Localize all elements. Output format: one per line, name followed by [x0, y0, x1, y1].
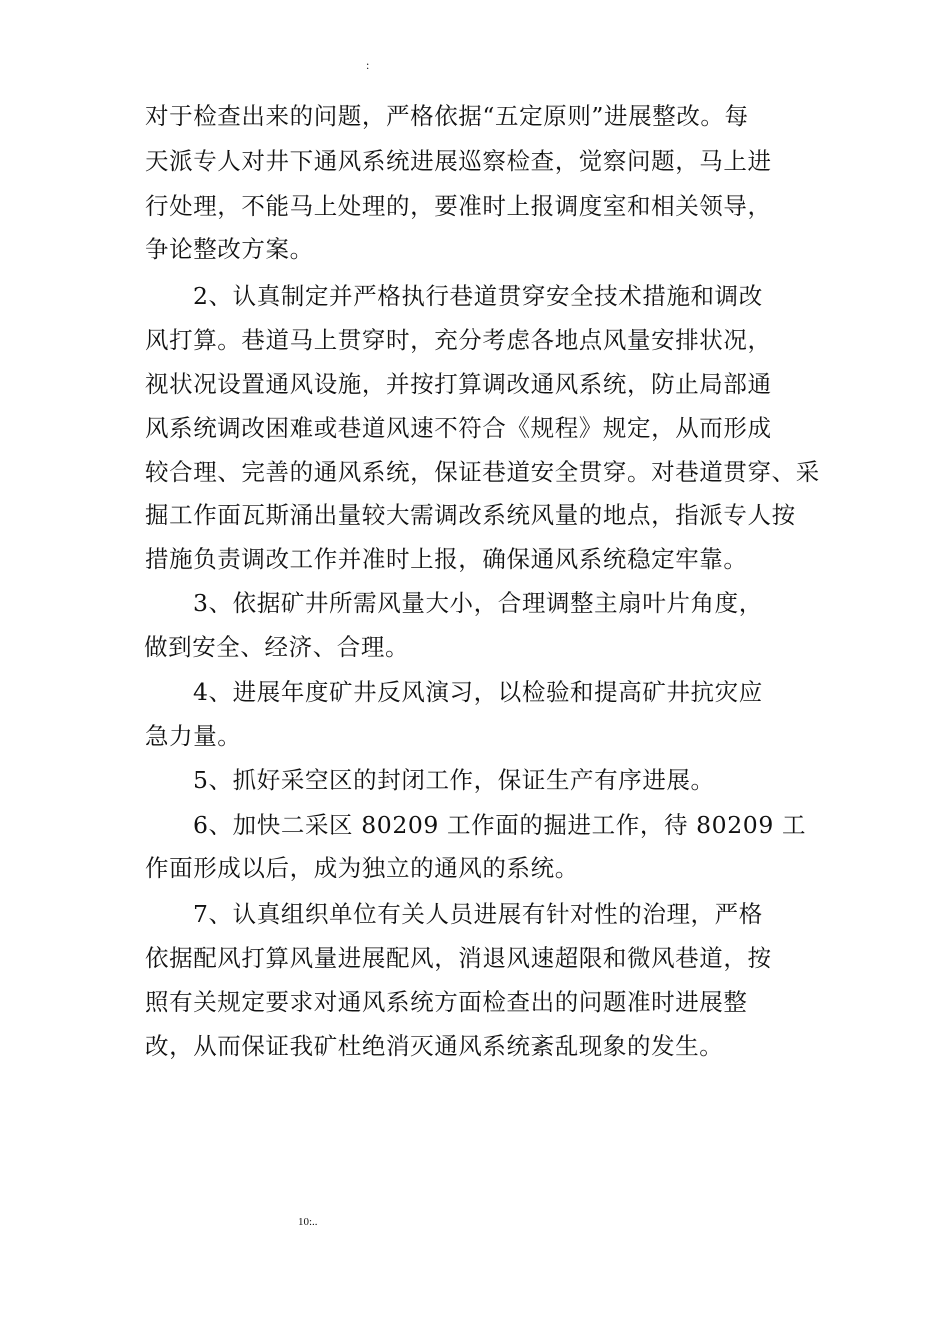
text-line: 作面形成以后，成为独立的通风的系统。	[145, 854, 579, 882]
text-line: 4、进展年度矿井反风演习，以检验和提高矿井抗灾应	[193, 678, 763, 706]
text-line: 行处理，不能马上处理的，要准时上报调度室和相关领导，	[145, 192, 772, 220]
text-line: 2、认真制定并严格执行巷道贯穿安全技术措施和调改	[193, 282, 763, 310]
text-line: 5、抓好采空区的封闭工作，保证生产有序进展。	[193, 766, 715, 794]
text-line: 掘工作面瓦斯涌出量较大需调改系统风量的地点，指派专人按	[145, 501, 796, 529]
page-number: 10:..	[298, 1216, 318, 1228]
text-line: 照有关规定要求对通风系统方面检查出的问题准时进展整	[145, 988, 748, 1016]
text-line: 风打算。巷道马上贯穿时，充分考虑各地点风量安排状况，	[145, 326, 772, 354]
text-line: 较合理、完善的通风系统，保证巷道安全贯穿。对巷道贯穿、采	[145, 458, 820, 486]
text-line: 依据配风打算风量进展配风，消退风速超限和微风巷道，按	[145, 944, 772, 972]
text-line: 视状况设置通风设施，并按打算调改通风系统，防止局部通	[145, 370, 772, 398]
text-line: 争论整改方案。	[145, 235, 314, 263]
text-line: 天派专人对井下通风系统进展巡察检查，觉察问题，马上进	[145, 147, 772, 175]
text-line: 7、认真组织单位有关人员进展有针对性的治理，严格	[193, 900, 763, 928]
text-line: 做到安全、经济、合理。	[144, 633, 410, 661]
text-line: 对于检查出来的问题，严格依据“五定原则”进展整改。每	[145, 102, 749, 130]
text-line: 改，从而保证我矿杜绝消灭通风系统紊乱现象的发生。	[145, 1032, 724, 1060]
header-mark: :	[366, 58, 370, 72]
text-line: 6、加快二采区 80209 工作面的掘进工作，待 80209 工	[193, 811, 807, 839]
text-line: 措施负责调改工作并准时上报，确保通风系统稳定牢靠。	[145, 545, 748, 573]
text-line: 急力量。	[145, 722, 242, 750]
text-line: 3、依据矿井所需风量大小，合理调整主扇叶片角度，	[193, 589, 763, 617]
text-line: 风系统调改困难或巷道风速不符合《规程》规定，从而形成	[145, 414, 772, 442]
